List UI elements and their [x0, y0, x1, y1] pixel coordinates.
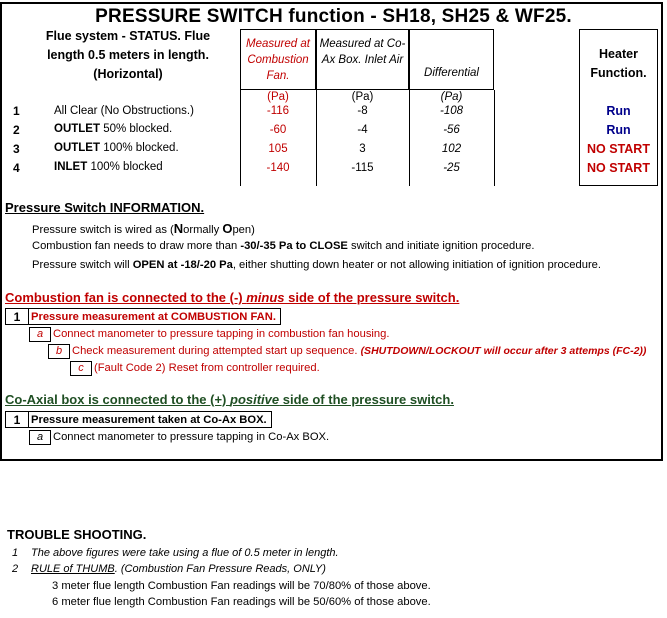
combustion-header: Measured at Combustion Fan. — [246, 38, 310, 82]
coax-value: -115 — [351, 162, 374, 174]
flue-status-header: Flue system - STATUS. Flue length 0.5 meters in length. (Horizontal) — [45, 29, 211, 81]
coax-unit: (Pa) — [351, 91, 374, 103]
sub-step-text: Connect manometer to pressure tapping in Co-Ax BOX. — [53, 431, 330, 443]
combustion-value: -60 — [269, 124, 287, 136]
info-text: switch and initiate ignition procedure. — [347, 240, 535, 252]
step-number: 1 — [5, 411, 29, 428]
differential-value: -108 — [439, 105, 464, 117]
info-line-2 — [32, 240, 534, 252]
info-emphasis: O — [222, 221, 233, 236]
row-prefix: OUTLET — [54, 142, 100, 154]
page-title: PRESSURE SWITCH function - SH18, SH25 & WF25. — [95, 6, 572, 27]
row-number: 3 — [13, 142, 20, 156]
trouble-heading: TROUBLE SHOOTING. — [7, 527, 147, 542]
step-text: Pressure measurement taken at Co-Ax BOX. — [29, 411, 272, 428]
info-text: pen) — [232, 224, 255, 236]
heading-emphasis: positive — [230, 392, 280, 407]
step-number: 1 — [5, 308, 29, 325]
row-prefix: INLET — [54, 161, 88, 173]
info-text: , either shutting down heater or not allowing initiation of ignition procedure. — [232, 259, 601, 271]
differential-unit: (Pa) — [440, 91, 463, 103]
info-line-3 — [32, 259, 601, 271]
heater-status: Run — [606, 123, 631, 137]
trouble-item-text: The above figures were take using a flue of 0.5 meter in length. — [31, 547, 339, 559]
sub-step-letter: a — [29, 430, 51, 445]
differential-value: -56 — [443, 124, 460, 136]
row-number: 1 — [13, 104, 20, 118]
differential-header-cell — [409, 29, 494, 90]
coax-value: 3 — [359, 143, 366, 155]
row-prefix: OUTLET — [54, 123, 100, 135]
differential-header: Differential — [424, 67, 479, 79]
info-text: Pressure switch is wired as ( — [32, 224, 174, 236]
sub-step-letter: b — [48, 344, 70, 359]
lockout-note: (SHUTDOWN/LOCKOUT will occur after 3 attemps (FC-2)) — [360, 345, 647, 357]
heading-emphasis: minus — [246, 290, 285, 305]
row-label — [54, 161, 163, 173]
row-label: All Clear (No Obstructions.) — [54, 105, 194, 117]
row-label — [54, 123, 172, 135]
trouble-item-number: 2 — [12, 563, 19, 575]
rule-note: . (Combustion Fan Pressure Reads, ONLY) — [114, 563, 326, 575]
coax-section-heading — [5, 392, 454, 407]
combustion-unit: (Pa) — [267, 91, 289, 103]
combustion-header-cell — [240, 29, 316, 90]
trouble-line-3m: 3 meter flue length Combustion Fan readings will be 70/80% of those above. — [52, 580, 431, 592]
combustion-value: 105 — [268, 143, 288, 155]
info-heading: Pressure Switch INFORMATION. — [5, 200, 205, 215]
heater-status: Run — [606, 104, 631, 118]
row-number: 2 — [13, 123, 20, 137]
sub-step-text — [72, 345, 646, 357]
info-emphasis: N — [173, 221, 184, 236]
info-emphasis: -30/-35 Pa to CLOSE — [240, 240, 348, 252]
combustion-section-heading — [5, 290, 459, 305]
sub-step-text: (Fault Code 2) Reset from controller required. — [94, 362, 320, 374]
coax-value: -8 — [357, 105, 368, 117]
heater-status: NO START — [587, 142, 650, 156]
row-label-text: 100% blocked — [90, 161, 163, 173]
differential-value: -25 — [443, 162, 460, 174]
coax-header-cell — [316, 29, 409, 90]
heading-text: Combustion fan is connected to the (-) — [5, 290, 247, 305]
info-text: Combustion fan needs to draw more than — [32, 240, 241, 252]
sub-step-letter: a — [29, 327, 51, 342]
info-emphasis: OPEN at -18/-20 Pa — [132, 259, 233, 271]
row-number: 4 — [13, 161, 20, 175]
info-text: ormally — [183, 224, 223, 236]
combustion-value: -116 — [266, 105, 290, 117]
sub-step-text: Connect manometer to pressure tapping in combustion fan housing. — [53, 328, 390, 340]
rule-of-thumb: RULE of THUMB — [31, 563, 115, 575]
sub-step-letter: c — [70, 361, 92, 376]
differential-value: 102 — [441, 143, 462, 155]
heading-text: side of the pressure switch. — [279, 392, 454, 407]
trouble-item-number: 1 — [12, 547, 19, 559]
heading-text: side of the pressure switch. — [284, 290, 460, 305]
step-text: Pressure measurement at COMBUSTION FAN. — [29, 308, 281, 325]
row-label — [54, 142, 179, 154]
row-label-text: 100% blocked. — [103, 142, 179, 154]
heading-text: Co-Axial box is connected to the (+) — [5, 392, 230, 407]
heater-status: NO START — [587, 161, 650, 175]
trouble-line-6m: 6 meter flue length Combustion Fan readings will be 50/60% of those above. — [52, 596, 431, 608]
heater-header: Heater Function. — [590, 47, 647, 80]
trouble-item-text — [31, 563, 326, 575]
coax-header: Measured at Co-Ax Box. Inlet Air — [319, 38, 406, 66]
coax-value: -4 — [357, 124, 368, 136]
combustion-value: -140 — [266, 162, 290, 174]
info-text: Pressure switch will — [32, 259, 133, 271]
info-line-1 — [32, 221, 255, 236]
row-label-text: 50% blocked. — [103, 123, 173, 135]
sub-step-main: Check measurement during attempted start up sequence. — [72, 345, 358, 357]
